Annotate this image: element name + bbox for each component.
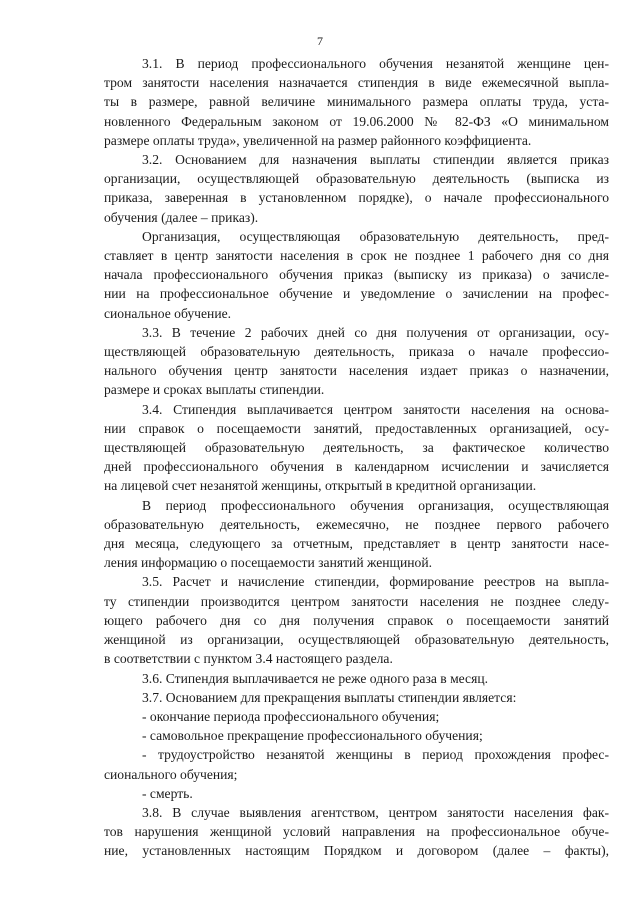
text-line: 3.2. Основанием для назначения выплаты стипендии является приказ [142, 152, 609, 168]
text-line: дня месяца, следующего за отчетным, представляет в центр занятости насе- [104, 536, 609, 552]
text-line: 3.5. Расчет и начисление стипендии, формирование реестров на выпла- [142, 574, 609, 590]
text-line: 3.3. В течение 2 рабочих дней со дня получения от организации, осу- [142, 324, 609, 340]
paragraph-3-6 [104, 669, 609, 688]
text-line: ние, установленных настоящим Порядком и договором (далее – факты), [104, 843, 609, 859]
paragraph-3-5 [104, 572, 609, 668]
text-line: организации, осуществляющей образовательную деятельность (выписка из [104, 171, 609, 187]
text-line: женщиной из организации, осуществляющей образовательную деятельность, [104, 632, 609, 648]
list-item [104, 726, 609, 745]
text-line: новленного Федеральным законом от 19.06.2000 № 82-ФЗ «О минимальном [104, 113, 609, 129]
text-line: сионального обучения; [104, 766, 238, 782]
text-line: в соответствии с пунктом 3.4 настоящего раздела. [104, 651, 393, 667]
text-line: тов нарушения женщиной условий направления на профессиональное обуче- [104, 824, 609, 840]
text-line: обучения (далее – приказ). [104, 209, 259, 225]
paragraph-3-7 [104, 688, 609, 707]
text-line: ществляющей образовательную деятельность, за фактическое количество [104, 440, 609, 456]
text-line: приказа, заверенная в установленном порядке), о начале профессионального [104, 190, 609, 206]
paragraph-3-8 [104, 803, 609, 861]
text-line: тром занятости населения назначается стипендия в виде ежемесячной выпла- [104, 75, 609, 91]
paragraph-3-4-attendance [104, 496, 609, 573]
text-line: В период профессионального обучения организация, осуществляющая [142, 497, 609, 513]
text-line: размере оплаты труда», увеличенной на размер районного коэффициента. [104, 132, 532, 148]
list-item [104, 707, 609, 726]
text-line: ществляющей образовательную деятельность, приказа о начале профессио- [104, 344, 609, 360]
text-line: ставляет в центр занятости населения в срок не позднее 1 рабочего дня со дня [104, 248, 609, 264]
text-line: Организация, осуществляющая образовательную деятельность, пред- [142, 228, 609, 244]
paragraph-3-1 [104, 54, 609, 150]
text-line: сиональное обучение. [104, 305, 232, 321]
text-line: ту стипендии производится центром занятости населения не позднее следу- [104, 593, 609, 609]
text-line: начала профессионального обучения приказ (выписку из приказа) о зачисле- [104, 267, 609, 283]
text-line: нии справок о посещаемости занятий, предоставленных организацией, осу- [104, 420, 609, 436]
text-line: 3.6. Стипендия выплачивается не реже одного раза в месяц. [142, 670, 489, 686]
text-line: - окончание периода профессионального обучения; [142, 708, 440, 724]
text-line: дней профессионального обучения в календарном исчислении и зачисляется [104, 459, 609, 475]
text-line: ющего рабочего дня со дня получения справок о посещаемости занятий [104, 612, 609, 628]
document-body [104, 54, 609, 861]
text-line: 3.4. Стипендия выплачивается центром занятости населения на основа- [142, 401, 609, 417]
paragraph-3-2 [104, 150, 609, 227]
text-line: размере и сроках выплаты стипендии. [104, 382, 325, 398]
list-item [104, 784, 609, 803]
text-line: 3.1. В период профессионального обучения незанятой женщине цен- [142, 56, 609, 71]
text-line: образовательную деятельность, ежемесячно, не позднее первого рабочего [104, 516, 609, 532]
text-line: нального обучения центр занятости населения издает приказ о назначении, [104, 363, 609, 379]
paragraph-3-3 [104, 323, 609, 400]
text-line: - смерть. [142, 785, 193, 801]
text-line: ты в размере, равной величине минимального размера оплаты труда, уста- [104, 94, 609, 110]
list-item [104, 745, 609, 783]
text-line: - трудоустройство незанятой женщины в период прохождения профес- [142, 747, 609, 763]
text-line: 3.7. Основанием для прекращения выплаты стипендии является: [142, 689, 517, 705]
text-line: на лицевой счет незанятой женщины, открытый в кредитной организации. [104, 478, 537, 494]
paragraph-3-4 [104, 400, 609, 496]
text-line: 3.8. В случае выявления агентством, центром занятости населения фак- [142, 804, 609, 820]
paragraph-3-2-organization [104, 227, 609, 323]
page-number: 7 [317, 34, 323, 48]
text-line: ления информацию о посещаемости занятий женщиной. [104, 555, 432, 571]
text-line: нии на профессиональное обучение и уведомление о зачислении на профес- [104, 286, 609, 302]
text-line: - самовольное прекращение профессионального обучения; [142, 728, 483, 744]
